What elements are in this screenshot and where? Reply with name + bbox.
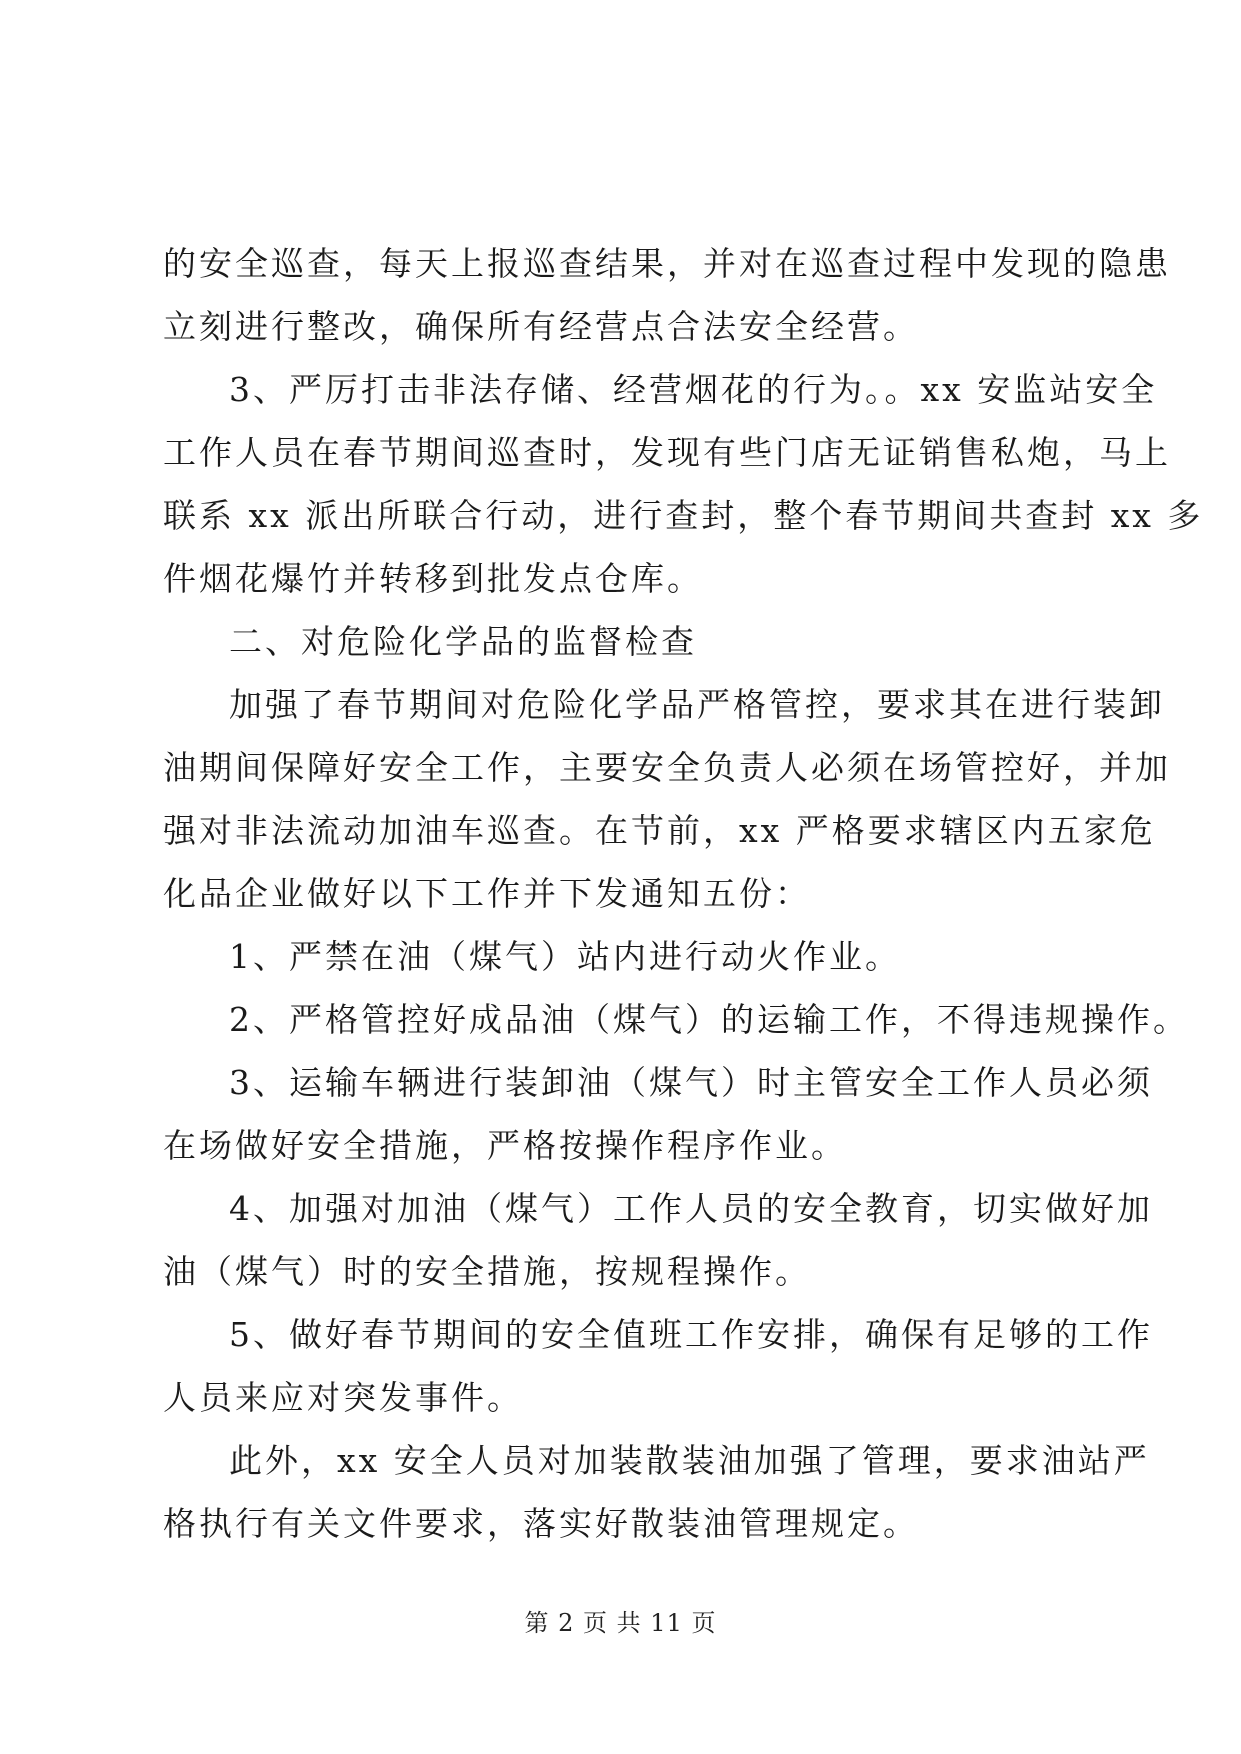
text-line: 5、做好春节期间的安全值班工作安排，确保有足够的工作 (229, 1315, 1153, 1354)
text-line: 联系 xx 派出所联合行动，进行查封，整个春节期间共查封 xx 多 (163, 496, 1204, 535)
text-line: 在场做好安全措施，严格按操作程序作业。 (163, 1126, 847, 1165)
text-line: 1、严禁在油（煤气）站内进行动火作业。 (229, 937, 901, 976)
text-line: 格执行有关文件要求，落实好散装油管理规定。 (163, 1504, 919, 1543)
text-line: 4、加强对加油（煤气）工作人员的安全教育，切实做好加 (229, 1189, 1153, 1228)
section-heading (163, 610, 1093, 673)
paragraph (163, 1429, 1150, 1555)
text-line: 此外，xx 安全人员对加装散装油加强了管理，要求油站严 (229, 1441, 1150, 1480)
text-line: 立刻进行整改，确保所有经营点合法安全经营。 (163, 307, 919, 346)
text-line: 人员来应对突发事件。 (163, 1378, 523, 1417)
text-line: 2、严格管控好成品油（煤气）的运输工作，不得违规操作。 (229, 1000, 1189, 1039)
text-line: 3、严厉打击非法存储、经营烟花的行为。。xx 安监站安全 (229, 370, 1158, 409)
text-line: 工作人员在春节期间巡查时，发现有些门店无证销售私炮，马上 (163, 433, 1171, 472)
text-line: 油（煤气）时的安全措施，按规程操作。 (163, 1252, 811, 1291)
text-line: 油期间保障好安全工作，主要安全负责人必须在场管控好，并加 (163, 748, 1171, 787)
list-item (163, 988, 1189, 1051)
text-line: 3、运输车辆进行装卸油（煤气）时主管安全工作人员必须 (229, 1063, 1153, 1102)
list-item (163, 1177, 1153, 1303)
paragraph (163, 358, 1204, 610)
document-body (163, 232, 1204, 1555)
text-line: 二、对危险化学品的监督检查 (229, 622, 697, 661)
text-line: 的安全巡查，每天上报巡查结果，并对在巡查过程中发现的隐患 (163, 244, 1171, 283)
page-number-footer: 第 2 页 共 11 页 (524, 1609, 717, 1637)
text-line: 强对非法流动加油车巡查。在节前，xx 严格要求辖区内五家危 (163, 811, 1156, 850)
list-item (163, 925, 1093, 988)
list-item (163, 1303, 1153, 1429)
paragraph (163, 673, 1171, 925)
text-line: 加强了春节期间对危险化学品严格管控，要求其在进行装卸 (229, 685, 1165, 724)
text-line: 化品企业做好以下工作并下发通知五份： (163, 874, 811, 913)
text-line: 件烟花爆竹并转移到批发点仓库。 (163, 559, 703, 598)
paragraph (163, 232, 1171, 358)
list-item (163, 1051, 1153, 1177)
